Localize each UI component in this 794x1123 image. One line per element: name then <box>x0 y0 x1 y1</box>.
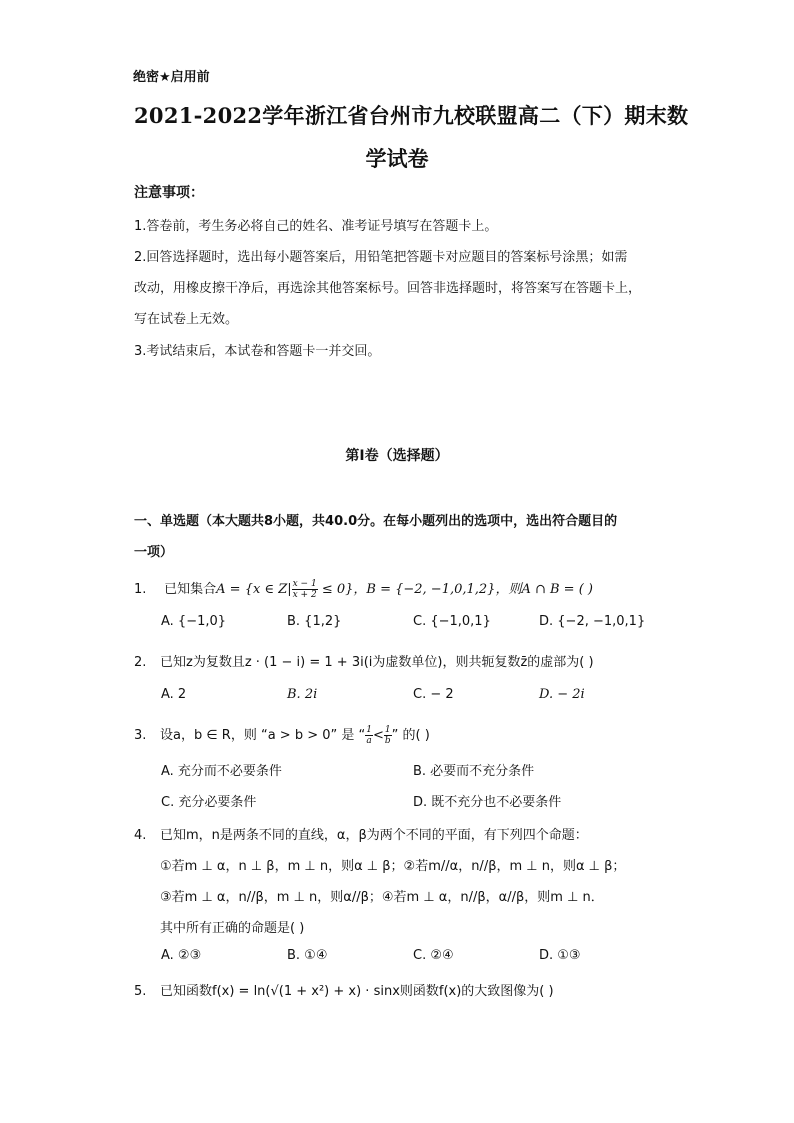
question-text: 已知集合 <box>164 582 217 597</box>
question-number: 4. <box>134 828 147 843</box>
notice-item-2-line-3: 写在试卷上无效。 <box>134 312 239 327</box>
question-4-proposition-line-2: ③若m ⊥ α，n//β，m ⊥ n，则α//β；④若m ⊥ α，n//β，α//β，则m ⊥ n． <box>160 890 604 905</box>
set-a-expression: A = {x ∈ Z| <box>216 582 292 597</box>
q1-option-b: B. {1,2} <box>287 614 342 629</box>
q1-option-a: A. {−1,0} <box>161 614 227 629</box>
q2-option-a: A. 2 <box>161 687 187 702</box>
q4-option-a: A. ②③ <box>161 948 202 963</box>
fraction <box>292 579 318 600</box>
q3-option-a: A. 充分而不必要条件 <box>161 764 282 779</box>
q2-option-c: C. − 2 <box>413 687 454 702</box>
set-a-end: ≤ 0} <box>317 582 354 597</box>
question-text-end: ” 的( ) <box>391 728 430 743</box>
less-than-sign: < <box>372 728 384 743</box>
confidential-mark: 绝密★启用前 <box>133 70 210 85</box>
q4-option-b: B. ①④ <box>287 948 328 963</box>
question-text: 已知函数f(x) = ln(√(1 + x²) + x) · sinx则函数f(x)的大致图像为( ) <box>160 984 554 999</box>
fraction-numerator: 1 <box>384 725 391 735</box>
q1-option-d: D. {−2, −1,0,1} <box>539 614 646 629</box>
exam-title-line-1: 2021-2022学年浙江省台州市九校联盟高二（下）期末数 <box>134 103 689 128</box>
q2-option-b: B. 2i <box>287 687 318 702</box>
question-5 <box>134 980 554 999</box>
section-heading-line-1: 一、单选题（本大题共8小题，共40.0分。在每小题列出的选项中，选出符合题目的 <box>134 514 618 529</box>
fraction-denominator: b <box>384 736 391 746</box>
q2-option-d: D. − 2i <box>539 687 585 702</box>
notice-item-1: 1.答卷前，考生务必将自己的姓名、准考证号填写在答题卡上。 <box>134 219 498 234</box>
notice-item-2-line-2: 改动，用橡皮擦干净后，再选涂其他答案标号。回答非选择题时，将答案写在答题卡上， <box>134 281 642 296</box>
fraction-1-over-b <box>384 725 392 746</box>
fraction-numerator: x − 1 <box>292 579 317 589</box>
fraction-1-over-a <box>365 725 373 746</box>
q3-option-c: C. 充分必要条件 <box>161 795 257 810</box>
q3-option-d: D. 既不充分也不必要条件 <box>413 795 562 810</box>
fraction-numerator: 1 <box>366 725 372 735</box>
notice-item-2-line-1: 2.回答选择题时，选出每小题答案后，用铅笔把答题卡对应题目的答案标号涂黑；如需 <box>134 250 628 265</box>
exam-title-line-2: 学试卷 <box>365 146 429 171</box>
set-b-expression: ，B = {−2, −1,0,1,2}，则A ∩ B = ( ) <box>353 582 593 597</box>
question-number: 2. <box>134 655 147 670</box>
section-heading-line-2: 一项） <box>134 545 174 560</box>
question-1 <box>134 578 593 600</box>
fraction-denominator: a <box>366 736 372 746</box>
notice-item-3: 3.考试结束后，本试卷和答题卡一并交回。 <box>134 344 381 359</box>
question-3 <box>134 724 430 746</box>
q4-option-d: D. ①③ <box>539 948 581 963</box>
question-text: 已知z为复数且z · (1 − i) = 1 + 3i(i为虚数单位)，则共轭复数z̄的虚部为( ) <box>160 655 594 670</box>
q4-option-c: C. ②④ <box>413 948 454 963</box>
q3-option-b: B. 必要而不充分条件 <box>413 764 535 779</box>
question-4-prompt: 其中所有正确的命题是( ) <box>160 921 305 936</box>
question-number: 3. <box>134 728 147 743</box>
question-number: 5. <box>134 984 147 999</box>
question-text: 已知m，n是两条不同的直线，α，β为两个不同的平面，有下列四个命题： <box>160 828 588 843</box>
notice-heading: 注意事项： <box>134 185 204 201</box>
question-text: 设a，b ∈ R，则 “a > b > 0” 是 “ <box>160 728 366 743</box>
question-2 <box>134 651 594 670</box>
question-number: 1. <box>134 582 147 597</box>
fraction-denominator: x + 2 <box>292 590 317 600</box>
q1-option-c: C. {−1,0,1} <box>413 614 491 629</box>
question-4 <box>134 824 588 843</box>
question-4-proposition-line-1: ①若m ⊥ α，n ⊥ β，m ⊥ n，则α ⊥ β；②若m//α，n//β，m ⊥ n，则α ⊥ β； <box>160 859 626 874</box>
part-title: 第I卷（选择题） <box>345 448 449 464</box>
